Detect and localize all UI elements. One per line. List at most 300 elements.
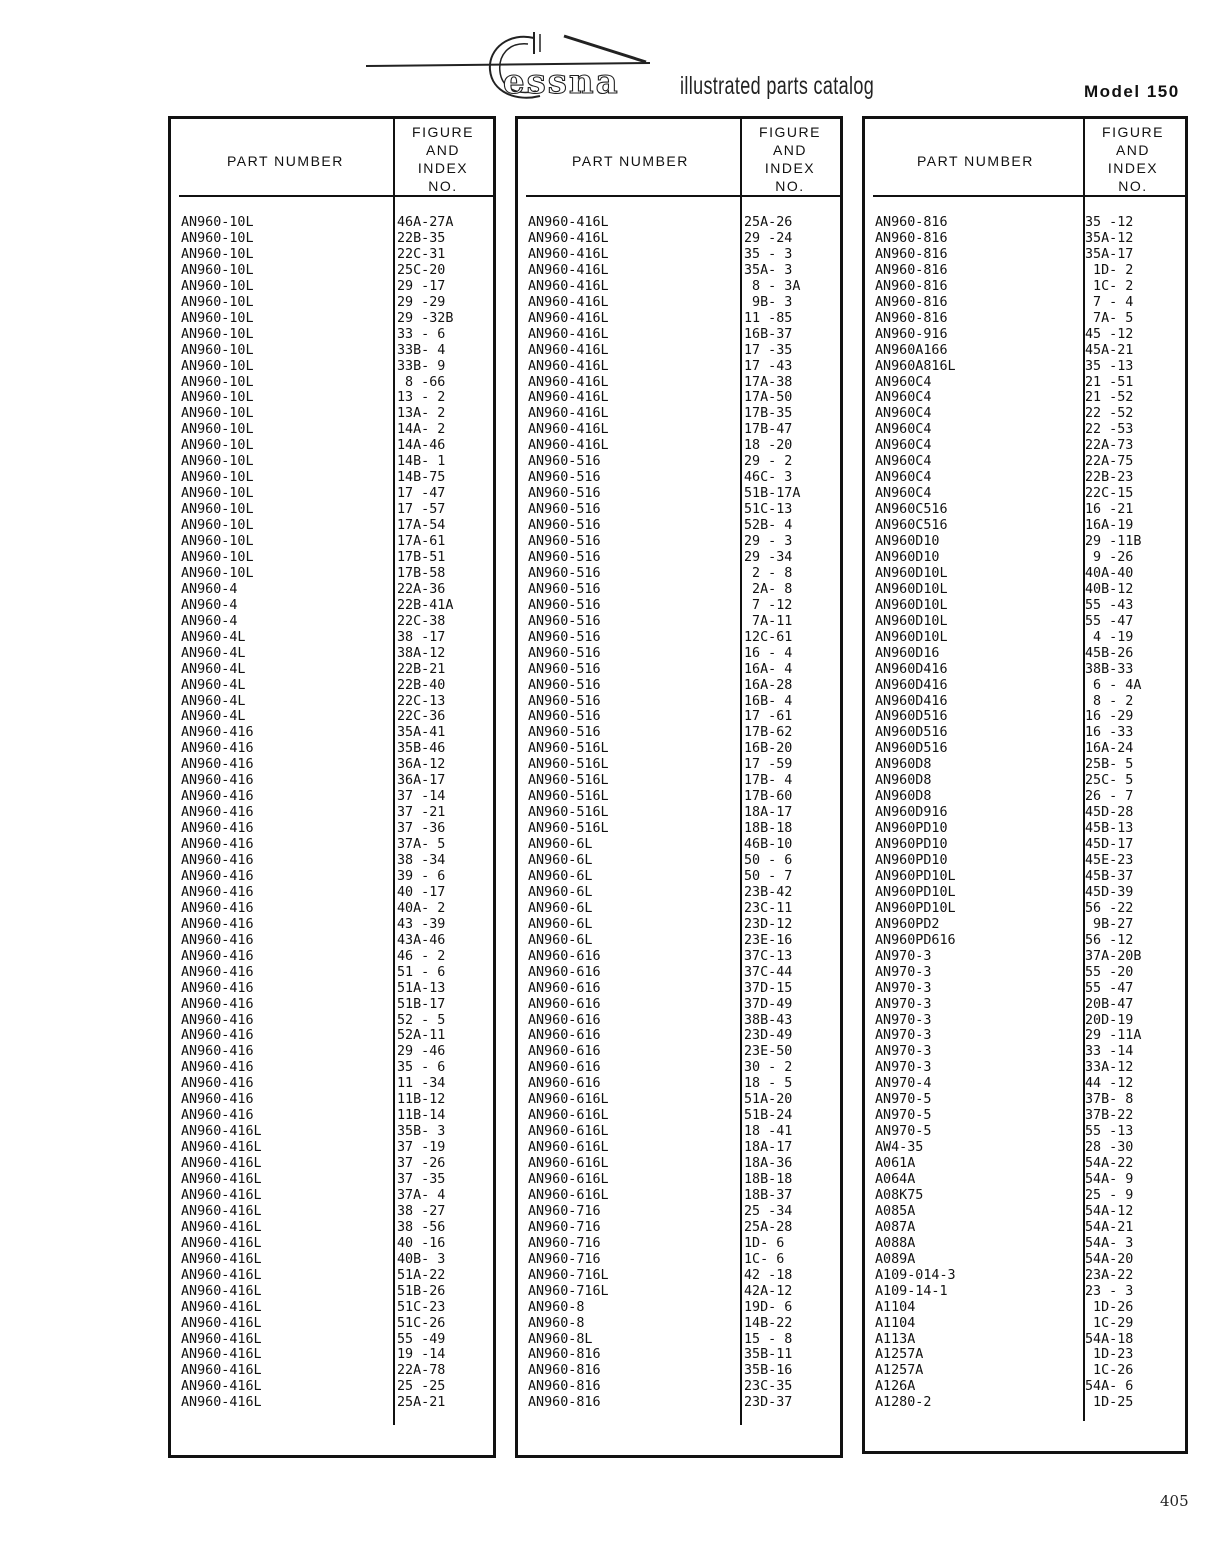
part-number-cell: AN960-416L bbox=[181, 1140, 262, 1156]
table-row bbox=[865, 965, 1185, 981]
figure-index-cell: 37C-13 bbox=[744, 948, 793, 964]
table-row bbox=[518, 757, 840, 773]
part-number-cell: AN970-3 bbox=[875, 1044, 932, 1060]
table-row bbox=[518, 1204, 840, 1220]
figure-index-cell: 37D-15 bbox=[744, 980, 793, 996]
table-row bbox=[518, 773, 840, 789]
table-row bbox=[518, 279, 840, 295]
figure-index-cell: 17A-38 bbox=[744, 374, 793, 390]
table-row bbox=[171, 805, 493, 821]
part-number-cell: AN960A166 bbox=[875, 342, 948, 358]
table-row bbox=[865, 1028, 1185, 1044]
part-number-cell: AN960-716 bbox=[528, 1235, 601, 1251]
table-row bbox=[865, 327, 1185, 343]
figure-index-cell: 45D-28 bbox=[1085, 805, 1134, 821]
figure-index-cell: 16 -33 bbox=[1085, 725, 1134, 741]
figure-index-cell: 7 -12 bbox=[744, 597, 793, 613]
part-number-cell: A085A bbox=[875, 1203, 916, 1219]
part-number-cell: AW4-35 bbox=[875, 1140, 924, 1156]
part-number-cell: AN960-616 bbox=[528, 996, 601, 1012]
figure-index-cell: 43A-46 bbox=[397, 932, 446, 948]
table-row bbox=[171, 518, 493, 534]
figure-index-cell: 1D-23 bbox=[1085, 1347, 1134, 1363]
figure-index-cell: 29 - 2 bbox=[744, 454, 793, 470]
figure-index-cell: 54A- 6 bbox=[1085, 1379, 1134, 1395]
part-number-cell: AN960D416 bbox=[875, 661, 948, 677]
part-number-cell: AN960-416L bbox=[528, 358, 609, 374]
part-number-cell: AN960-616L bbox=[528, 1140, 609, 1156]
figure-index-cell: 18 - 5 bbox=[744, 1076, 793, 1092]
table-row bbox=[865, 295, 1185, 311]
table-row bbox=[865, 1268, 1185, 1284]
figure-index-cell: 4 -19 bbox=[1085, 629, 1134, 645]
table-row bbox=[518, 741, 840, 757]
table-row bbox=[865, 901, 1185, 917]
figure-index-cell: 22C-15 bbox=[1085, 486, 1134, 502]
table-row bbox=[171, 1268, 493, 1284]
table-row bbox=[518, 598, 840, 614]
table-row bbox=[865, 1347, 1185, 1363]
figure-index-cell: 1C-29 bbox=[1085, 1315, 1134, 1331]
figure-heading-line: AND bbox=[772, 142, 808, 158]
table-row bbox=[865, 773, 1185, 789]
table-row bbox=[518, 614, 840, 630]
figure-index-cell: 51A-20 bbox=[744, 1092, 793, 1108]
table-row bbox=[518, 1284, 840, 1300]
part-number-cell: AN960-516L bbox=[528, 757, 609, 773]
figure-index-cell: 22A-75 bbox=[1085, 454, 1134, 470]
table-row bbox=[865, 709, 1185, 725]
table-row bbox=[865, 518, 1185, 534]
figure-index-cell: 38 -27 bbox=[397, 1203, 446, 1219]
part-number-cell: AN960D416 bbox=[875, 693, 948, 709]
column-header bbox=[518, 119, 840, 199]
part-number-cell: AN960-416 bbox=[181, 1028, 254, 1044]
figure-index-cell: 17A-54 bbox=[397, 518, 446, 534]
figure-index-cell: 38 -56 bbox=[397, 1219, 446, 1235]
part-number-cell: AN960PD2 bbox=[875, 916, 940, 932]
table-row bbox=[171, 630, 493, 646]
part-number-cell: A1257A bbox=[875, 1363, 924, 1379]
figure-index-cell: 37A- 4 bbox=[397, 1187, 446, 1203]
part-number-cell: AN960-416L bbox=[181, 1219, 262, 1235]
part-number-cell: AN960-516L bbox=[528, 741, 609, 757]
figure-index-cell: 35 -12 bbox=[1085, 215, 1134, 230]
part-number-cell: AN960C4 bbox=[875, 422, 932, 438]
table-row bbox=[518, 534, 840, 550]
table-row bbox=[171, 598, 493, 614]
part-number-cell: AN970-4 bbox=[875, 1076, 932, 1092]
part-number-cell: AN960-416L bbox=[181, 1299, 262, 1315]
part-number-cell: AN960-10L bbox=[181, 294, 254, 310]
part-number-cell: AN960-416L bbox=[528, 310, 609, 326]
table-row bbox=[518, 406, 840, 422]
table-row bbox=[518, 215, 840, 231]
table-row bbox=[865, 1395, 1185, 1411]
part-number-cell: AN960-416 bbox=[181, 1060, 254, 1076]
table-row bbox=[518, 821, 840, 837]
table-row bbox=[865, 1332, 1185, 1348]
part-number-cell: AN960-516 bbox=[528, 502, 601, 518]
part-number-cell: A087A bbox=[875, 1219, 916, 1235]
part-number-cell: AN960-616L bbox=[528, 1156, 609, 1172]
figure-index-cell: 23A-22 bbox=[1085, 1267, 1134, 1283]
table-row bbox=[171, 215, 493, 231]
figure-index-cell: 18A-36 bbox=[744, 1156, 793, 1172]
part-number-cell: AN960D516 bbox=[875, 709, 948, 725]
figure-index-cell: 36A-12 bbox=[397, 757, 446, 773]
figure-index-cell: 35 -13 bbox=[1085, 358, 1134, 374]
part-number-heading: PART NUMBER bbox=[917, 153, 1034, 169]
part-number-cell: AN960D8 bbox=[875, 789, 932, 805]
figure-heading-line: FIGURE bbox=[412, 124, 474, 140]
part-number-cell: AN960-516L bbox=[528, 789, 609, 805]
figure-index-cell: 7A-11 bbox=[744, 613, 793, 629]
figure-index-cell: 9 -26 bbox=[1085, 549, 1134, 565]
figure-index-cell: 11 -85 bbox=[744, 310, 793, 326]
part-number-cell: AN960-416 bbox=[181, 821, 254, 837]
table-row bbox=[171, 821, 493, 837]
figure-heading-line: INDEX bbox=[417, 160, 469, 176]
table-row bbox=[518, 390, 840, 406]
figure-index-cell: 37C-44 bbox=[744, 964, 793, 980]
figure-index-cell: 18 -20 bbox=[744, 438, 793, 454]
part-number-cell: AN960-516 bbox=[528, 597, 601, 613]
table-row bbox=[518, 933, 840, 949]
table-row bbox=[171, 694, 493, 710]
part-number-cell: AN960D10L bbox=[875, 565, 948, 581]
figure-index-cell: 54A-12 bbox=[1085, 1203, 1134, 1219]
part-number-cell: AN960-616 bbox=[528, 1028, 601, 1044]
figure-index-cell: 37 -21 bbox=[397, 805, 446, 821]
part-number-cell: AN960-416L bbox=[528, 215, 609, 230]
figure-index-cell: 9B- 3 bbox=[744, 294, 793, 310]
figure-index-cell: 22B-35 bbox=[397, 230, 446, 246]
figure-index-cell: 25A-21 bbox=[397, 1395, 446, 1411]
parts-column-2 bbox=[515, 116, 843, 1458]
table-row bbox=[518, 1172, 840, 1188]
figure-index-cell: 50 - 7 bbox=[744, 868, 793, 884]
figure-index-cell: 52 - 5 bbox=[397, 1012, 446, 1028]
part-number-cell: AN960-10L bbox=[181, 374, 254, 390]
table-row bbox=[171, 470, 493, 486]
part-number-cell: AN960-416 bbox=[181, 853, 254, 868]
figure-index-cell: 37B-22 bbox=[1085, 1108, 1134, 1124]
table-row bbox=[518, 917, 840, 933]
part-number-cell: AN970-3 bbox=[875, 996, 932, 1012]
figure-index-cell: 22C-36 bbox=[397, 709, 446, 725]
figure-index-cell: 17A-50 bbox=[744, 390, 793, 406]
part-number-cell: AN960-416 bbox=[181, 1044, 254, 1060]
part-number-cell: AN960-416L bbox=[528, 438, 609, 454]
part-number-cell: AN960C4 bbox=[875, 438, 932, 454]
part-number-cell: AN960-416 bbox=[181, 1012, 254, 1028]
figure-index-cell: 21 -51 bbox=[1085, 374, 1134, 390]
part-number-cell: A064A bbox=[875, 1172, 916, 1187]
parts-column-3 bbox=[862, 116, 1188, 1454]
table-row bbox=[171, 1220, 493, 1236]
part-number-cell: AN960-516 bbox=[528, 613, 601, 629]
part-number-cell: AN960-416 bbox=[181, 996, 254, 1012]
table-row bbox=[171, 1395, 493, 1411]
table-row bbox=[865, 422, 1185, 438]
part-number-cell: AN960D16 bbox=[875, 645, 940, 661]
table-row bbox=[518, 1092, 840, 1108]
part-number-cell: AN960-516 bbox=[528, 486, 601, 502]
part-number-cell: AN960PD10 bbox=[875, 837, 948, 853]
figure-index-cell: 51A-22 bbox=[397, 1267, 446, 1283]
part-number-cell: AN960-616 bbox=[528, 1076, 601, 1092]
page-number: 405 bbox=[1160, 1492, 1189, 1510]
figure-index-cell: 37B- 8 bbox=[1085, 1092, 1134, 1108]
part-number-cell: AN960-516 bbox=[528, 549, 601, 565]
figure-index-cell: 54A- 9 bbox=[1085, 1172, 1134, 1187]
table-row bbox=[518, 1332, 840, 1348]
figure-index-cell: 56 -12 bbox=[1085, 932, 1134, 948]
part-number-cell: AN960C516 bbox=[875, 518, 948, 534]
part-number-cell: AN960-616L bbox=[528, 1187, 609, 1203]
figure-index-cell: 25 - 9 bbox=[1085, 1187, 1134, 1203]
part-number-cell: AN960PD616 bbox=[875, 932, 956, 948]
figure-index-cell: 33 -14 bbox=[1085, 1044, 1134, 1060]
part-number-cell: AN960PD10L bbox=[875, 868, 956, 884]
table-row bbox=[518, 247, 840, 263]
figure-index-cell: 37 -14 bbox=[397, 789, 446, 805]
part-number-cell: AN960-716 bbox=[528, 1203, 601, 1219]
part-number-cell: A088A bbox=[875, 1235, 916, 1251]
figure-index-cell: 19 -14 bbox=[397, 1347, 446, 1363]
figure-index-cell: 16 -21 bbox=[1085, 502, 1134, 518]
figure-index-cell: 45D-39 bbox=[1085, 884, 1134, 900]
part-number-cell: AN960-10L bbox=[181, 215, 254, 230]
part-number-cell: AN960-416L bbox=[528, 294, 609, 310]
table-row bbox=[865, 1316, 1185, 1332]
part-number-cell: AN960-4 bbox=[181, 597, 238, 613]
part-number-cell: AN960-10L bbox=[181, 438, 254, 454]
figure-index-cell: 22A-73 bbox=[1085, 438, 1134, 454]
figure-index-cell: 51 - 6 bbox=[397, 964, 446, 980]
figure-index-cell: 18 -41 bbox=[744, 1124, 793, 1140]
part-number-cell: AN960-416L bbox=[181, 1124, 262, 1140]
table-row bbox=[518, 518, 840, 534]
table-row bbox=[171, 901, 493, 917]
table-row bbox=[171, 454, 493, 470]
figure-index-cell: 46C- 3 bbox=[744, 470, 793, 486]
table-row bbox=[865, 1172, 1185, 1188]
figure-index-cell: 1D-25 bbox=[1085, 1395, 1134, 1411]
table-row bbox=[865, 630, 1185, 646]
part-number-cell: AN960-10L bbox=[181, 565, 254, 581]
figure-index-cell: 17B-62 bbox=[744, 725, 793, 741]
table-row bbox=[518, 1044, 840, 1060]
table-row bbox=[518, 231, 840, 247]
table-row bbox=[865, 757, 1185, 773]
part-number-cell: AN960-4L bbox=[181, 693, 246, 709]
table-row bbox=[171, 406, 493, 422]
table-row bbox=[865, 215, 1185, 231]
table-row bbox=[171, 741, 493, 757]
part-number-cell: AN960-816 bbox=[875, 294, 948, 310]
figure-index-cell: 46 - 2 bbox=[397, 948, 446, 964]
part-number-cell: AN960D10L bbox=[875, 613, 948, 629]
table-row bbox=[171, 789, 493, 805]
table-row bbox=[865, 1156, 1185, 1172]
table-row bbox=[518, 997, 840, 1013]
part-number-cell: AN960-10L bbox=[181, 518, 254, 534]
table-row bbox=[171, 1060, 493, 1076]
table-row bbox=[518, 949, 840, 965]
figure-index-cell: 29 -11B bbox=[1085, 534, 1142, 549]
part-number-cell: AN960-516 bbox=[528, 581, 601, 597]
table-row bbox=[518, 885, 840, 901]
table-row bbox=[865, 662, 1185, 678]
table-row bbox=[171, 502, 493, 518]
part-number-cell: AN960D10L bbox=[875, 581, 948, 597]
table-row bbox=[171, 1284, 493, 1300]
figure-index-cell: 51B-17A bbox=[744, 486, 801, 502]
figure-index-cell: 42A-12 bbox=[744, 1283, 793, 1299]
table-row bbox=[171, 1108, 493, 1124]
part-number-cell: AN960-416 bbox=[181, 757, 254, 773]
part-number-cell: AN970-5 bbox=[875, 1108, 932, 1124]
table-row bbox=[865, 390, 1185, 406]
table-row bbox=[518, 582, 840, 598]
part-number-cell: AN960D516 bbox=[875, 725, 948, 741]
figure-index-cell: 29 -17 bbox=[397, 278, 446, 294]
part-number-cell: AN960-10L bbox=[181, 326, 254, 342]
table-row bbox=[865, 1092, 1185, 1108]
part-number-heading: PART NUMBER bbox=[227, 153, 344, 169]
part-number-cell: AN960-816 bbox=[875, 246, 948, 262]
figure-index-cell: 9B-27 bbox=[1085, 916, 1134, 932]
part-number-cell: AN960-4L bbox=[181, 677, 246, 693]
part-number-cell: AN960-10L bbox=[181, 549, 254, 565]
table-row bbox=[518, 1028, 840, 1044]
part-number-cell: AN960D516 bbox=[875, 741, 948, 757]
figure-index-cell: 52A-11 bbox=[397, 1028, 446, 1044]
part-number-cell: AN960-716 bbox=[528, 1251, 601, 1267]
figure-index-cell: 30 - 2 bbox=[744, 1060, 793, 1076]
figure-index-cell: 2A- 8 bbox=[744, 581, 793, 597]
table-row bbox=[518, 853, 840, 869]
figure-index-cell: 38A-12 bbox=[397, 645, 446, 661]
part-number-cell: AN960-416L bbox=[181, 1283, 262, 1299]
part-number-cell: AN960-416L bbox=[181, 1379, 262, 1395]
part-number-cell: AN960-416L bbox=[528, 342, 609, 358]
figure-index-cell: 51C-26 bbox=[397, 1315, 446, 1331]
figure-index-cell: 25A-26 bbox=[744, 215, 793, 230]
table-row bbox=[171, 933, 493, 949]
table-row bbox=[865, 1252, 1185, 1268]
table-row bbox=[171, 359, 493, 375]
part-number-cell: AN970-3 bbox=[875, 948, 932, 964]
figure-index-cell: 17B-60 bbox=[744, 789, 793, 805]
figure-index-cell: 11B-12 bbox=[397, 1092, 446, 1108]
figure-index-cell: 38B-43 bbox=[744, 1012, 793, 1028]
part-number-cell: AN960-10L bbox=[181, 310, 254, 326]
table-row bbox=[171, 757, 493, 773]
figure-index-cell: 40 -17 bbox=[397, 884, 446, 900]
part-number-cell: AN960-416L bbox=[181, 1172, 262, 1187]
figure-index-cell: 45E-23 bbox=[1085, 853, 1134, 868]
table-row bbox=[518, 694, 840, 710]
table-row bbox=[171, 279, 493, 295]
part-number-cell: AN960-816 bbox=[875, 310, 948, 326]
figure-index-cell: 51B-26 bbox=[397, 1283, 446, 1299]
figure-index-cell: 17 -35 bbox=[744, 342, 793, 358]
table-row bbox=[865, 550, 1185, 566]
figure-index-cell: 35A-12 bbox=[1085, 230, 1134, 246]
part-number-cell: AN960-10L bbox=[181, 486, 254, 502]
header-rule bbox=[526, 195, 840, 197]
part-number-cell: AN960-816 bbox=[528, 1379, 601, 1395]
figure-index-cell: 39 - 6 bbox=[397, 868, 446, 884]
table-row bbox=[171, 997, 493, 1013]
part-number-cell: AN960-516 bbox=[528, 629, 601, 645]
figure-index-cell: 14B-75 bbox=[397, 470, 446, 486]
part-number-cell: AN960-416L bbox=[181, 1347, 262, 1363]
table-row bbox=[171, 534, 493, 550]
figure-index-cell: 11 -34 bbox=[397, 1076, 446, 1092]
table-row bbox=[171, 1028, 493, 1044]
part-number-cell: AN960-816 bbox=[875, 230, 948, 246]
figure-index-cell: 45A-21 bbox=[1085, 342, 1134, 358]
table-row bbox=[518, 566, 840, 582]
table-row bbox=[171, 614, 493, 630]
part-number-cell: AN960-4L bbox=[181, 645, 246, 661]
part-number-cell: AN960-516 bbox=[528, 645, 601, 661]
header-rule bbox=[179, 195, 493, 197]
table-row bbox=[171, 1156, 493, 1172]
figure-index-cell: 22B-41A bbox=[397, 597, 454, 613]
figure-index-cell: 22 -52 bbox=[1085, 406, 1134, 422]
part-number-cell: A109-014-3 bbox=[875, 1267, 956, 1283]
table-row bbox=[518, 981, 840, 997]
part-number-cell: AN970-3 bbox=[875, 1028, 932, 1044]
figure-index-cell: 45 -12 bbox=[1085, 326, 1134, 342]
table-row bbox=[865, 566, 1185, 582]
table-row bbox=[518, 1252, 840, 1268]
figure-index-cell: 23D-37 bbox=[744, 1395, 793, 1411]
figure-index-cell: 55 -20 bbox=[1085, 964, 1134, 980]
part-number-cell: A061A bbox=[875, 1156, 916, 1172]
part-number-cell: AN970-3 bbox=[875, 964, 932, 980]
part-number-heading: PART NUMBER bbox=[572, 153, 689, 169]
figure-index-cell: 22B-40 bbox=[397, 677, 446, 693]
table-row bbox=[865, 933, 1185, 949]
figure-index-cell: 20B-47 bbox=[1085, 996, 1134, 1012]
table-row bbox=[171, 1347, 493, 1363]
part-number-cell: A1104 bbox=[875, 1315, 916, 1331]
table-row bbox=[171, 486, 493, 502]
table-row bbox=[171, 885, 493, 901]
part-number-cell: AN960-10L bbox=[181, 230, 254, 246]
figure-index-cell: 54A-20 bbox=[1085, 1251, 1134, 1267]
figure-index-cell: 29 -46 bbox=[397, 1044, 446, 1060]
table-row bbox=[518, 1140, 840, 1156]
figure-heading-line: NO. bbox=[1118, 178, 1148, 194]
figure-index-cell: 54A-21 bbox=[1085, 1219, 1134, 1235]
figure-heading-line: NO. bbox=[775, 178, 805, 194]
figure-index-cell: 23E-16 bbox=[744, 932, 793, 948]
figure-index-cell: 54A- 3 bbox=[1085, 1235, 1134, 1251]
part-number-cell: AN960-716L bbox=[528, 1267, 609, 1283]
figure-index-cell: 35 - 3 bbox=[744, 246, 793, 262]
table-row bbox=[171, 1252, 493, 1268]
part-number-cell: AN960-816 bbox=[875, 215, 948, 230]
part-number-cell: AN960-816 bbox=[528, 1347, 601, 1363]
part-number-cell: AN960-4 bbox=[181, 613, 238, 629]
